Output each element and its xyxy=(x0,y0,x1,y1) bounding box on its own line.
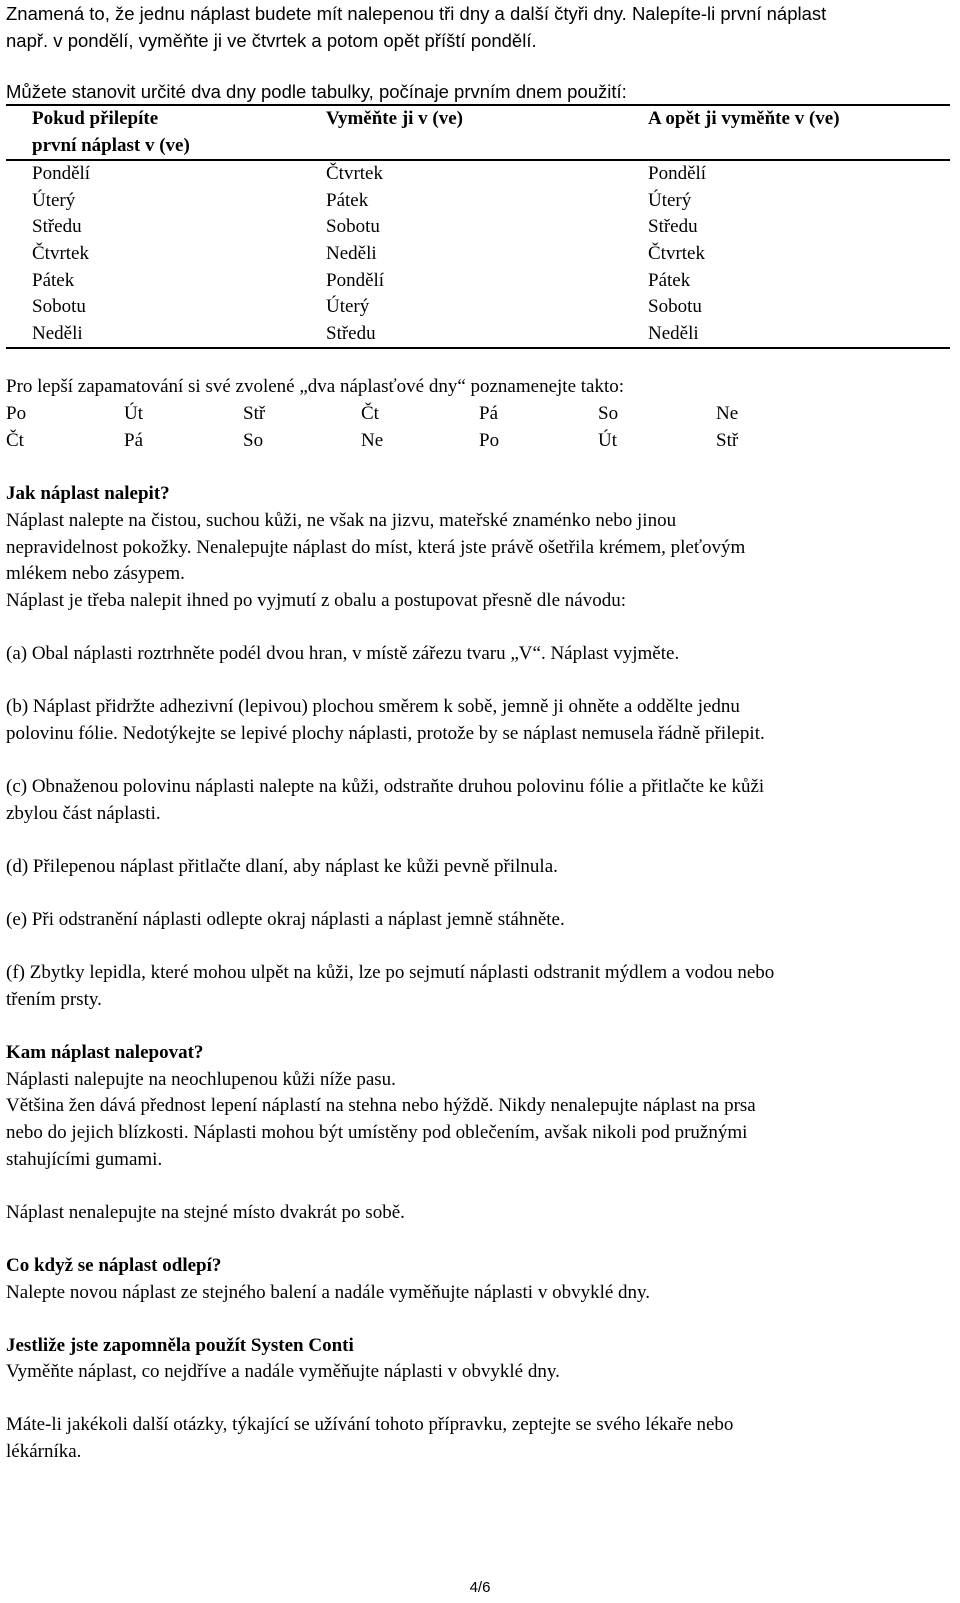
day-cell: Po xyxy=(479,430,500,451)
day-cell: Po xyxy=(6,403,27,424)
day-cell: Čt xyxy=(6,430,24,451)
cell: Sobotu xyxy=(32,296,86,318)
day-cell: Pá xyxy=(124,430,143,451)
memo-text: Pro lepší zapamatování si své zvolené „dva náplasťové dny“ poznamenejte takto: xyxy=(6,376,625,397)
day-cell: Stř xyxy=(716,430,739,451)
day-cell: So xyxy=(598,403,619,424)
how-line-4: Náplast je třeba nalepit ihned po vyjmutí z obalu a postupovat přesně dle návodu: xyxy=(6,590,626,611)
cell: Pátek xyxy=(326,189,369,211)
step-e: (e) Při odstranění náplasti odlepte okraj náplasti a náplast jemně stáhněte. xyxy=(6,909,565,930)
questions-line-2: lékárníka. xyxy=(6,1441,82,1462)
step-c-line-1: (c) Obnaženou polovinu náplasti nalepte na kůži, odstraňte druhou polovinu fólie a přitlačte ke kůži xyxy=(6,776,765,797)
cell: Středu xyxy=(32,216,82,238)
step-f-line-2: třením prsty. xyxy=(6,989,102,1010)
step-d: (d) Přilepenou náplast přitlačte dlaní, aby náplast ke kůži pevně přilnula. xyxy=(6,856,558,877)
where-line-5: Náplast nenalepujte na stejné místo dvakrát po sobě. xyxy=(6,1202,405,1223)
forgot-heading: Jestliže jste zapomněla použít Systen Conti xyxy=(6,1335,354,1356)
cell: Neděli xyxy=(648,322,699,344)
where-line-2: Většina žen dává přednost lepení náplastí na stehna nebo hýždě. Nikdy nenalepujte náplast na prsa xyxy=(6,1095,756,1116)
table-row xyxy=(6,188,950,215)
how-line-1: Náplast nalepte na čistou, suchou kůži, ne však na jizvu, mateřské znaménko nebo jinou xyxy=(6,510,677,531)
step-a: (a) Obal náplasti roztrhněte podél dvou hran, v místě zářezu tvaru „V“. Náplast vyjměte. xyxy=(6,643,680,664)
cell: Sobotu xyxy=(326,216,380,238)
how-heading: Jak náplast nalepit? xyxy=(6,483,170,504)
intro-line-1: Znamená to, že jednu náplast budete mít nalepenou tři dny a další čtyři dny. Nalepíte-li první náplast xyxy=(6,3,827,24)
cell: Neděli xyxy=(32,322,83,344)
header-col-3: A opět ji vyměňte v (ve) xyxy=(648,108,840,129)
how-line-2: nepravidelnost pokožky. Nenalepujte náplast do míst, která jste právě ošetřila krémem, pleťovým xyxy=(6,537,746,558)
cell: Úterý xyxy=(648,189,692,211)
step-f-line-1: (f) Zbytky lepidla, které mohou ulpět na kůži, lze po sejmutí náplasti odstranit mýdlem a vodou nebo xyxy=(6,962,775,983)
page-number: 4/6 xyxy=(469,1579,491,1596)
cell: Sobotu xyxy=(648,296,702,318)
cell: Pondělí xyxy=(648,163,707,185)
table-row xyxy=(6,241,950,268)
day-cell: Ne xyxy=(361,430,384,451)
day-cell: Pá xyxy=(479,403,498,424)
table-row xyxy=(6,268,950,295)
table-row xyxy=(6,321,950,348)
day-cell: Út xyxy=(124,403,143,424)
header-col-1: Pokud přilepíte xyxy=(32,108,159,129)
cell: Úterý xyxy=(32,189,76,211)
intro-line-2: např. v pondělí, vyměňte ji ve čtvrtek a potom opět příští pondělí. xyxy=(6,30,537,51)
cell: Čtvrtek xyxy=(326,163,383,185)
cell: Pondělí xyxy=(326,269,385,291)
cell: Neděli xyxy=(326,242,377,264)
patch-schedule-table xyxy=(6,104,950,349)
header-col-2: Vyměňte ji v (ve) xyxy=(326,108,464,129)
table-bottom-rule xyxy=(6,347,950,349)
where-heading: Kam náplast nalepovat? xyxy=(6,1042,204,1063)
day-cell: Stř xyxy=(243,403,266,424)
cell: Pátek xyxy=(648,269,691,291)
table-row xyxy=(6,214,950,241)
memo-row-1 xyxy=(6,401,952,428)
questions-line-1: Máte-li jakékoli další otázky, týkající se užívání tohoto přípravku, zeptejte se svého lékaře nebo xyxy=(6,1414,734,1435)
day-cell: So xyxy=(243,430,264,451)
cell: Čtvrtek xyxy=(648,242,705,264)
table-header-row xyxy=(6,106,950,133)
cell: Pátek xyxy=(32,269,75,291)
where-line-4: stahujícími gumami. xyxy=(6,1149,163,1170)
table-row xyxy=(6,294,950,321)
how-line-3: mlékem nebo zásypem. xyxy=(6,563,185,584)
where-line-3: nebo do jejich blízkosti. Náplasti mohou být umístěny pod oblečením, avšak nikoli pod pružnými xyxy=(6,1122,748,1143)
day-cell: Út xyxy=(598,430,617,451)
step-c-line-2: zbylou část náplasti. xyxy=(6,803,161,824)
step-b-line-1: (b) Náplast přidržte adhezivní (lepivou) plochou směrem k sobě, jemně ji ohněte a oddělte jednu xyxy=(6,696,740,717)
peel-heading: Co když se náplast odlepí? xyxy=(6,1255,222,1276)
cell: Středu xyxy=(648,216,698,238)
table-row xyxy=(6,161,950,188)
header-col-1-line-2: první náplast v (ve) xyxy=(32,134,190,156)
cell: Středu xyxy=(326,322,376,344)
table-header-row-2 xyxy=(6,133,950,160)
step-b-line-2: polovinu fólie. Nedotýkejte se lepivé plochy náplasti, protože by se náplast nemusela řádně přilepit. xyxy=(6,723,765,744)
day-cell: Čt xyxy=(361,403,379,424)
day-cell: Ne xyxy=(716,403,739,424)
forgot-line-1: Vyměňte náplast, co nejdříve a nadále vyměňujte náplasti v obvyklé dny. xyxy=(6,1361,560,1382)
where-line-1: Náplasti nalepujte na neochlupenou kůži níže pasu. xyxy=(6,1069,396,1090)
table-intro: Můžete stanovit určité dva dny podle tabulky, počínaje prvním dnem použití: xyxy=(6,81,627,102)
cell: Pondělí xyxy=(32,163,91,185)
cell: Čtvrtek xyxy=(32,242,89,264)
memo-row-2 xyxy=(6,428,952,455)
cell: Úterý xyxy=(326,296,370,318)
peel-line-1: Nalepte novou náplast ze stejného balení a nadále vyměňujte náplasti v obvyklé dny. xyxy=(6,1282,651,1303)
